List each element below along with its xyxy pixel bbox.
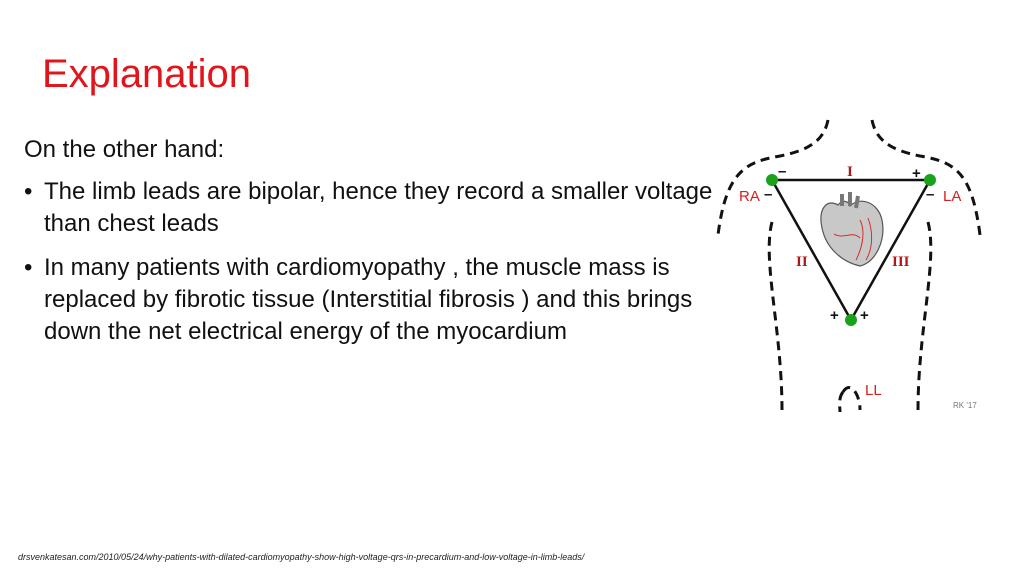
bullet-list xyxy=(24,176,724,360)
sign-ra-side: – xyxy=(764,186,773,203)
bullet-item xyxy=(24,252,724,348)
bullet-item xyxy=(24,176,724,240)
bullet-glyph: • xyxy=(24,178,33,205)
sign-la-top: + xyxy=(912,165,921,182)
sign-ll-left: + xyxy=(830,307,839,324)
bullet-text: In many patients with cardiomyopathy , the muscle mass is replaced by fibrotic tissue (Interstitial fibrosis ) and this brings down the net electrical energy of the myocardium xyxy=(44,254,693,345)
label-ll: LL xyxy=(865,382,882,399)
sign-ll-right: + xyxy=(860,307,869,324)
lead-iii-label: III xyxy=(892,254,910,270)
lead-ii-label: II xyxy=(796,254,808,270)
electrode-la xyxy=(924,174,936,186)
source-url: drsvenkatesan.com/2010/05/24/why-patients-with-dilated-cardiomyopathy-show-high-voltage-qrs-in-precardium-and-low-voltage-in-limb-leads/ xyxy=(18,552,585,562)
electrode-ra xyxy=(766,174,778,186)
einthoven-triangle-diagram xyxy=(710,110,1000,430)
lead-i-label: I xyxy=(847,164,853,180)
bullet-glyph: • xyxy=(24,254,33,281)
sign-ra-top: – xyxy=(778,163,787,180)
label-ra: RA xyxy=(739,188,760,205)
intro-text: On the other hand: xyxy=(24,136,225,163)
sign-la-side: – xyxy=(926,186,935,203)
slide-title: Explanation xyxy=(42,52,252,96)
bullet-text: The limb leads are bipolar, hence they record a smaller voltage than chest leads xyxy=(44,178,713,237)
diagram-credit: RK '17 xyxy=(953,401,977,410)
heart-icon xyxy=(821,192,883,266)
electrode-ll xyxy=(845,314,857,326)
label-la: LA xyxy=(943,188,962,205)
